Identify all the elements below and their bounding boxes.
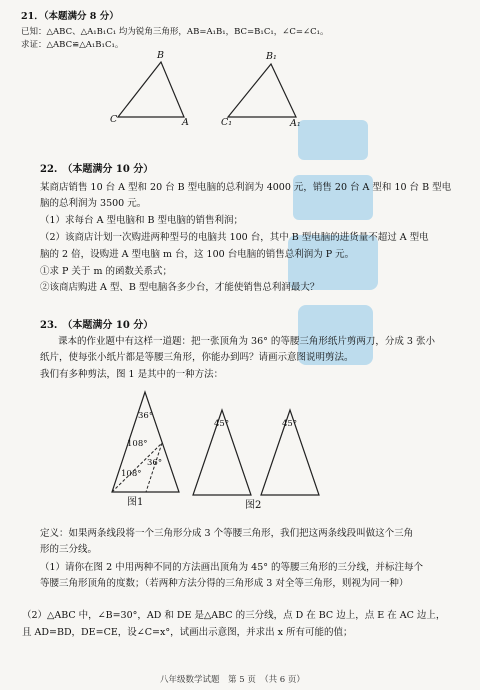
fig1-angle-bottom: 108° xyxy=(121,469,142,479)
q23-definition-line1: 定义：如果两条线段将一个三角形分成 3 个等腰三角形，我们把这两条线段叫做这个三角 xyxy=(40,528,414,539)
label-a1: A₁ xyxy=(290,118,301,129)
q22-part2-line2: 脑的 2 倍，设购进 A 型电脑 m 台，这 100 台电脑的销售总利润为 P 元。 xyxy=(40,249,355,260)
q22-part2-line1: （2）该商店计划一次购进两种型号的电脑共 100 台，其中 B 型电脑的进货量不超过 A 型电 xyxy=(40,232,429,243)
label-b: B xyxy=(157,50,164,61)
fig1-angle-mid: 108° xyxy=(127,439,148,449)
fig1-angle-inner: 36° xyxy=(147,458,163,468)
q23-part1-line1: （1）请你在图 2 中用两种不同的方法画出顶角为 45° 的等腰三角形的三分线，并标注每个 xyxy=(40,562,424,573)
q23-line1: 课本的作业题中有这样一道题：把一张顶角为 36° 的等腰三角形纸片剪两刀，分成 3 张小 xyxy=(58,336,435,347)
fig1-caption: 图1 xyxy=(127,497,144,508)
q23-header: 23. （本题满分 10 分） xyxy=(40,320,154,331)
fig1-angle-top: 36° xyxy=(138,411,154,421)
q22-sub1: ①求 P 关于 m 的函数关系式； xyxy=(40,266,172,277)
label-b1: B₁ xyxy=(266,51,277,62)
label-c1: C₁ xyxy=(221,117,233,128)
q21-given: 已知：△ABC、△A₁B₁C₁ 均为锐角三角形，AB=A₁B₁，BC=B₁C₁，∠C=∠C₁。 xyxy=(21,27,329,37)
triangle-a1b1c1 xyxy=(228,64,296,117)
q23-part2-line2: 且 AD=BD，DE=CE，设∠C=x°，试画出示意图，并求出 x 所有可能的值； xyxy=(22,627,353,638)
q23-definition-line2: 形的三分线。 xyxy=(40,544,98,555)
q21-prove: 求证：△ABC≌△A₁B₁C₁。 xyxy=(21,40,124,50)
fig2-caption: 图2 xyxy=(245,500,262,511)
label-c: C xyxy=(110,114,118,125)
q23-line3: 我们有多种剪法，图 1 是其中的一种方法： xyxy=(40,369,224,380)
q22-sub2: ②该商店购进 A 型、B 型电脑各多少台，才能使销售总利润最大？ xyxy=(40,282,320,293)
q22-header: 22. （本题满分 10 分） xyxy=(40,164,154,175)
fig2-angle-left: 45° xyxy=(214,419,230,429)
q22-part1: （1）求每台 A 型电脑和 B 型电脑的销售利润； xyxy=(40,215,243,226)
q22-line2: 脑的总利润为 3500 元。 xyxy=(40,198,147,209)
q23-part1-line2: 等腰三角形顶角的度数；（若两种方法分得的三角形成 3 对全等三角形，则视为同一种） xyxy=(40,578,409,589)
q23-line2: 纸片，使每张小纸片都是等腰三角形，你能办到吗？请画示意图说明剪法。 xyxy=(40,352,354,363)
q22-line1: 某商店销售 10 台 A 型和 20 台 B 型电脑的总利润为 4000 元，销售 20 台 A 型和 10 台 B 型电 xyxy=(40,182,452,193)
page-footer: 八年级数学试题 第 5 页 （共 6 页） xyxy=(160,675,305,685)
triangle-abc xyxy=(118,62,184,117)
q23-part2-line1: （2）△ABC 中，∠B=30°，AD 和 DE 是△ABC 的三分线，点 D 在 BC 边上，点 E 在 AC 边上， xyxy=(22,610,446,621)
fig2-angle-right: 45° xyxy=(282,419,298,429)
label-a: A xyxy=(182,117,189,128)
q21-header: 21．（本题满分 8 分） xyxy=(21,11,119,22)
